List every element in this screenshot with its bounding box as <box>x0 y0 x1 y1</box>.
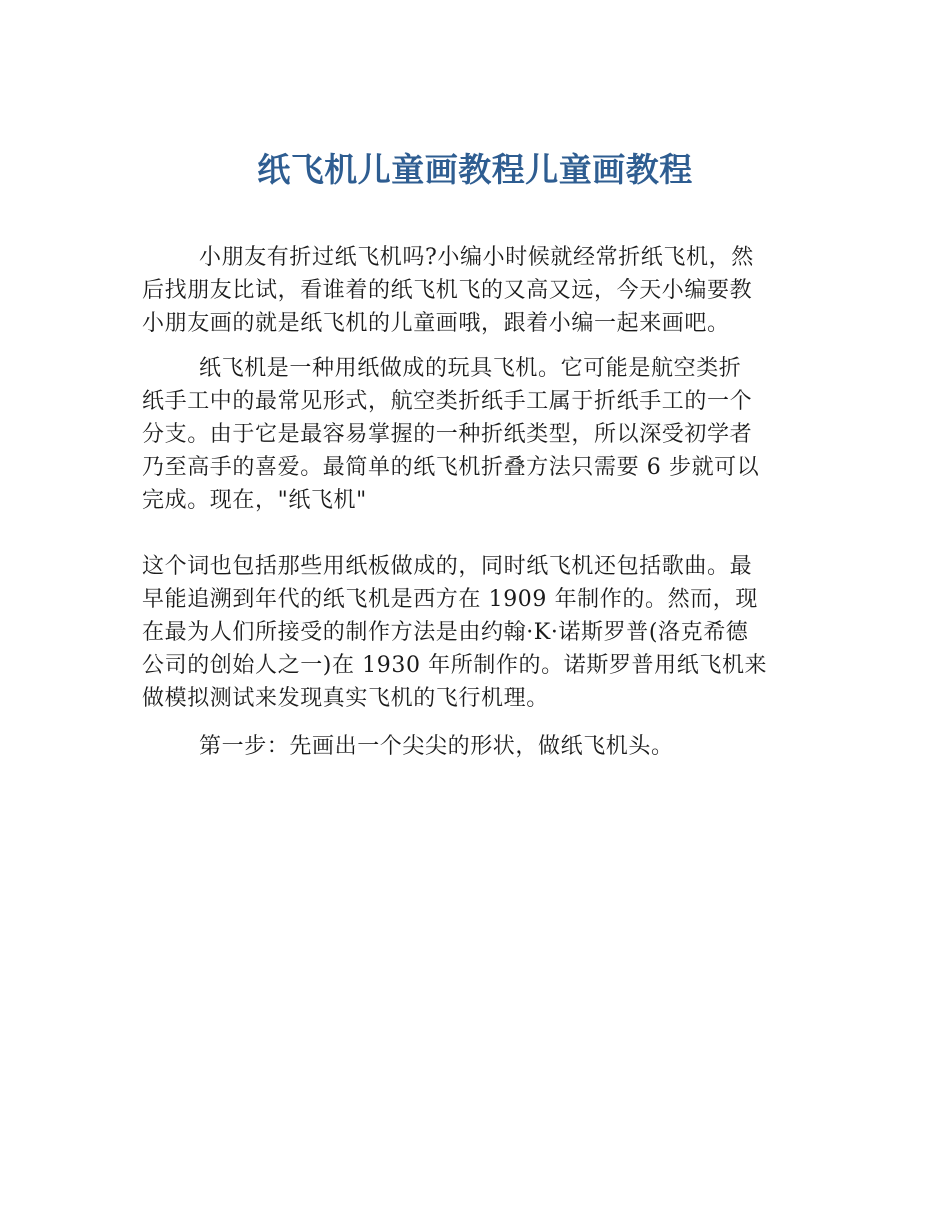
paragraph-line: 乃至高手的喜爱。最简单的纸飞机折叠方法只需要 6 步就可以 <box>142 455 760 480</box>
paragraph-line: 在最为人们所接受的制作方法是由约翰·K·诺斯罗普(洛克希德 <box>142 620 749 645</box>
paragraph-line: 后找朋友比试，看谁着的纸飞机飞的又高又远，今天小编要教 <box>142 278 753 303</box>
paragraph-step-one <box>142 730 810 763</box>
paragraph-line: 分支。由于它是最容易掌握的一种折纸类型，所以深受初学者 <box>142 422 753 447</box>
paragraph-line: 小朋友有折过纸飞机吗?小编小时候就经常折纸飞机，然 <box>199 245 754 270</box>
paragraph-line: 小朋友画的就是纸飞机的儿童画哦，跟着小编一起来画吧。 <box>142 311 730 336</box>
paragraph-line: 第一步：先画出一个尖尖的形状，做纸飞机头。 <box>199 734 674 759</box>
document-title: 纸飞机儿童画教程儿童画教程 <box>257 150 693 189</box>
paragraph-line: 这个词也包括那些用纸板做成的，同时纸飞机还包括歌曲。最 <box>142 554 753 579</box>
paragraph-intro <box>142 241 810 340</box>
paragraph-line: 纸飞机是一种用纸做成的玩具飞机。它可能是航空类折 <box>199 356 742 381</box>
paragraph-line: 公司的创始人之一)在 1930 年所制作的。诺斯罗普用纸飞机来 <box>142 653 768 678</box>
paragraph-history <box>142 550 810 715</box>
paragraph-line: 纸手工中的最常见形式，航空类折纸手工属于折纸手工的一个 <box>142 389 753 414</box>
paragraph-line: 做模拟测试来发现真实飞机的飞行机理。 <box>142 686 549 711</box>
paragraph-line: 完成。现在，"纸飞机" <box>142 488 367 513</box>
paragraph-line: 早能追溯到年代的纸飞机是西方在 1909 年制作的。然而，现 <box>142 587 758 612</box>
paragraph-definition <box>142 352 810 517</box>
